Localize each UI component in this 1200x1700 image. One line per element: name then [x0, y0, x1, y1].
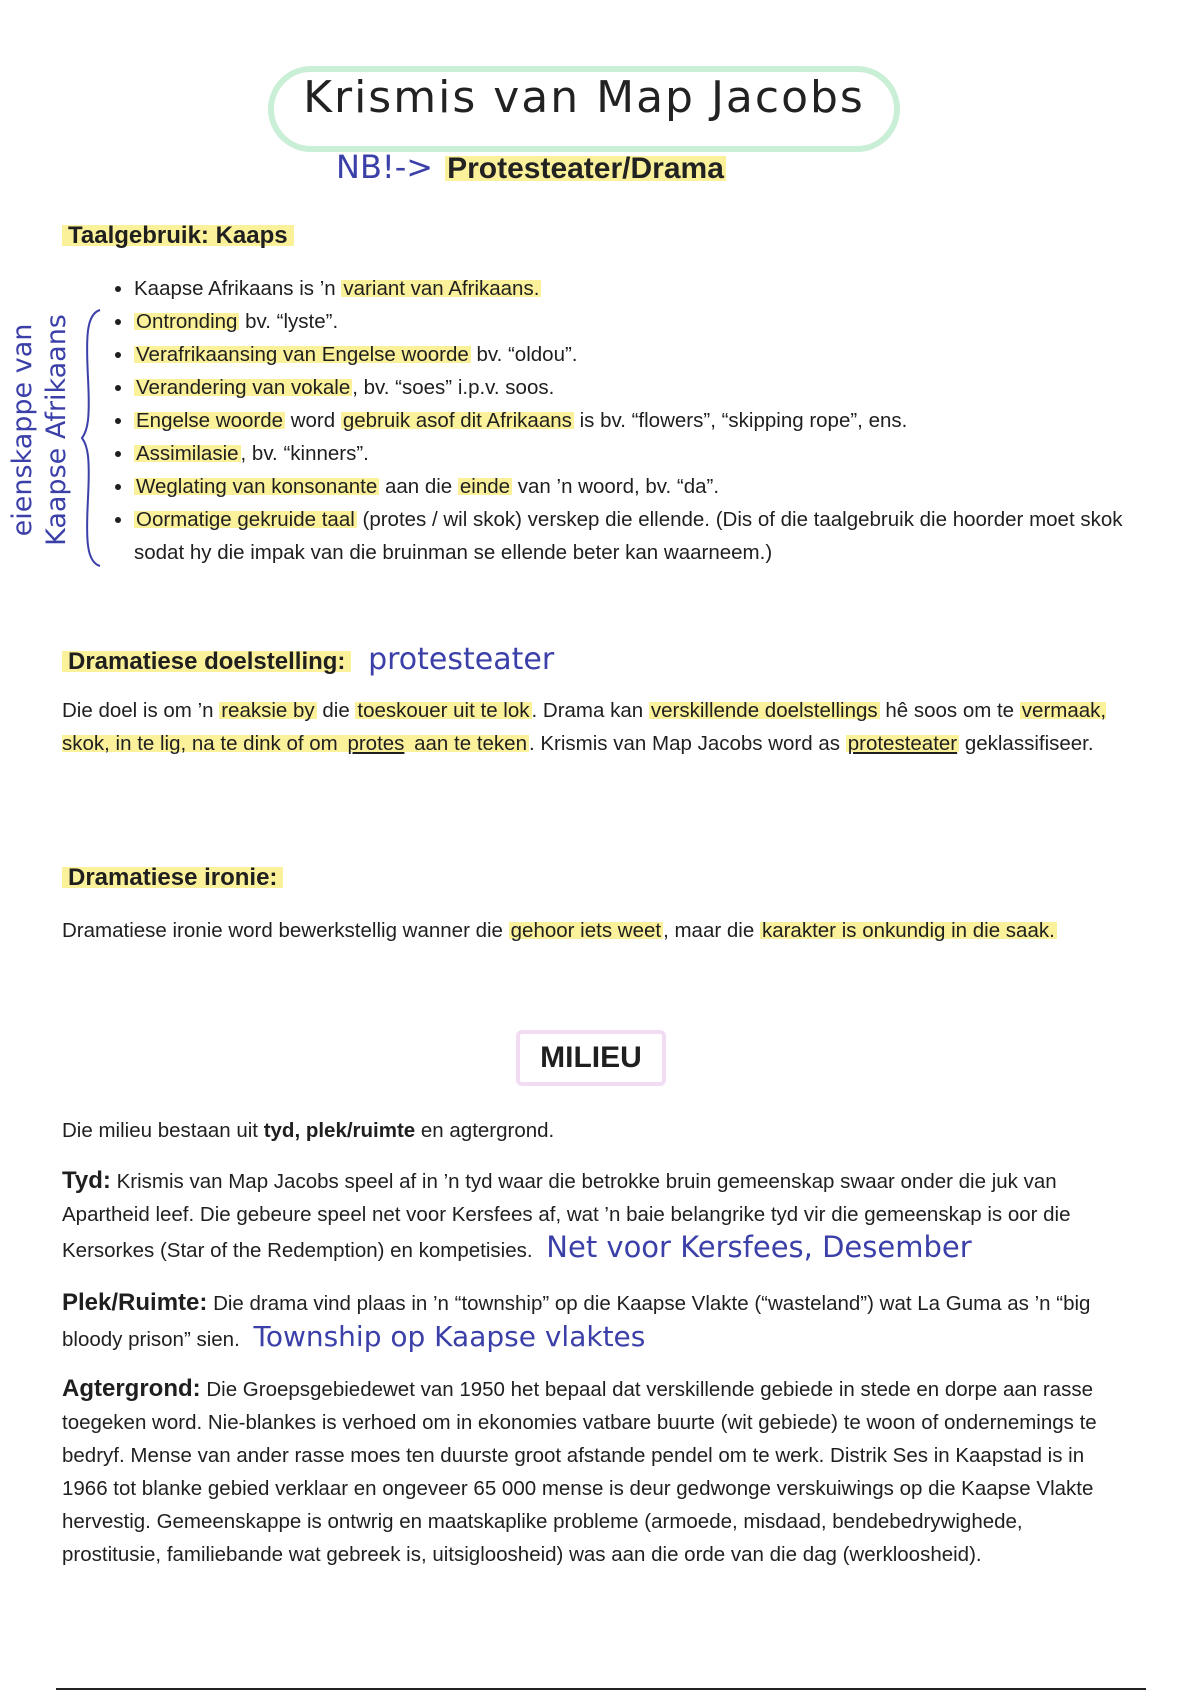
subtitle-note: NB!->	[336, 148, 434, 186]
ironie-paragraph: Dramatiese ironie word bewerkstellig wanner die gehoor iets weet, maar die karakter is onkundig in die saak.	[62, 919, 1055, 942]
page-title: Krismis van Map Jacobs	[303, 72, 865, 123]
milieu-intro: Die milieu bestaan uit tyd, plek/ruimte en agtergrond.	[62, 1119, 555, 1142]
list-item: • Ontronding bv. “lyste”.	[134, 305, 1144, 338]
list-item: • Verafrikaansing van Engelse woorde bv. “oldou”.	[134, 338, 1144, 371]
section-heading-ironie: Dramatiese ironie:	[62, 864, 283, 892]
list-item: • Engelse woorde word gebruik asof dit Afrikaans is bv. “flowers”, “skipping rope”, ens.	[134, 404, 1144, 437]
section-heading-taalgebruik: Taalgebruik: Kaaps	[62, 222, 294, 250]
subtitle-text: Protesteater/Drama	[447, 152, 724, 185]
handwritten-note: Township op Kaapse vlaktes	[253, 1320, 646, 1353]
plek-paragraph: Plek/Ruimte: Die drama vind plaas in ’n “township” op die Kaapse Vlakte (“wasteland”) wat La Guma as ’n “big bloody prison” sien. Township op Kaapse vlaktes	[62, 1289, 1091, 1353]
doelstelling-paragraph: Die doel is om ’n reaksie by die toeskouer uit te lok. Drama kan verskillende doelstellings hê soos om te vermaak, skok, in te lig, na te dink of om protes aan te teken. Krismis van Map Jacobs word as protesteater geklassifiseer.	[62, 699, 1107, 755]
handwritten-note: Net voor Kersfees, Desember	[546, 1230, 972, 1264]
list-item: • Assimilasie, bv. “kinners”.	[134, 437, 1144, 470]
section-heading-doelstelling: Dramatiese doelstelling: protesteater	[62, 642, 554, 677]
subtitle	[336, 148, 726, 186]
tyd-paragraph: Tyd: Krismis van Map Jacobs speel af in ’n tyd waar die betrokke bruin gemeenskap swaar onder die juk van Apartheid leef. Die gebeure speel net voor Kersfees af, wat ’n baie belangrike tyd vir die gemeenskap is oor die Kersorkes (Star of the Redemption) en kompetisies. Net voor Kersfees, Desember	[62, 1167, 1071, 1264]
list-item: • Verandering van vokale, bv. “soes” i.p.v. soos.	[134, 371, 1144, 404]
side-note-handwritten: eienskappe van Kaapse Afrikaans	[7, 314, 72, 546]
list-item: • Oormatige gekruide taal (protes / wil skok) verskep die ellende. (Dis of die taalgebruik die hoorder moet skok sodat hy die impak van die bruinman se ellende beter kan waarneem.)	[134, 503, 1144, 569]
kaaps-features-list	[96, 272, 1144, 569]
list-item: • Weglating van konsonante aan die einde van ’n woord, bv. “da”.	[134, 470, 1144, 503]
list-item: • Kaapse Afrikaans is ’n variant van Afrikaans.	[134, 272, 1144, 305]
bottom-divider	[56, 1688, 1146, 1690]
agtergrond-paragraph: Agtergrond: Die Groepsgebiedewet van 1950 het bepaal dat verskillende gebiede in stede en dorpe aan rasse toegeken word. Nie-blankes is verhoed om in ekonomies vatbare buurte (wit gebiede) te woon of ondernemings te bedryf. Mense van ander rasse moes ten duurste groot afstande pendel om te werk. Distrik Ses in Kaapstad is in 1966 tot blanke gebied verklaar en ongeveer 65 000 mense is deur gedwonge verskuiwings op die Kaapse Vlakte hervestig. Gemeenskappe is ontwrig en maatskaplike probleme (armoede, misdaad, bendebedrywighede, prostitusie, familiebande wat gebreek is, uitsigloosheid) was aan die orde van die dag (werkloosheid).	[62, 1375, 1097, 1566]
milieu-heading: MILIEU	[516, 1030, 666, 1086]
handwritten-note: protesteater	[368, 642, 555, 677]
